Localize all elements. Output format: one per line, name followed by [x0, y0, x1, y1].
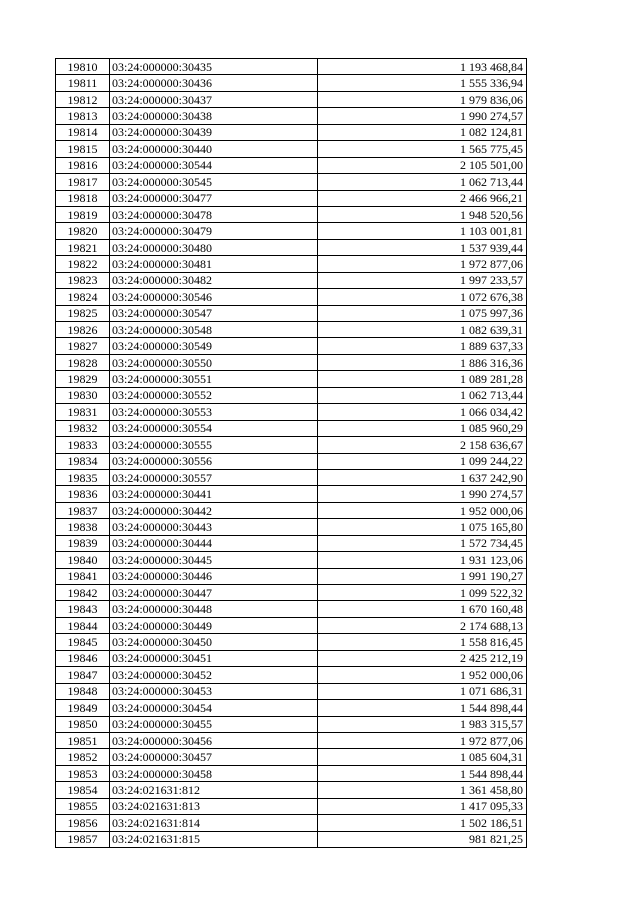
table-row: [56, 469, 527, 485]
cadastral-value-cell: 1 082 124,81: [318, 124, 527, 140]
table-row: [56, 765, 527, 781]
table-row: [56, 371, 527, 387]
table-row: [56, 157, 527, 173]
cadastral-number-cell: 03:24:000000:30544: [110, 157, 318, 173]
cadastral-value-cell: 1 572 734,45: [318, 535, 527, 551]
cadastral-value-cell: 1 997 233,57: [318, 272, 527, 288]
cadastral-value-cell: 1 544 898,44: [318, 765, 527, 781]
row-number-cell: 19827: [56, 338, 110, 354]
cadastral-number-cell: 03:24:000000:30437: [110, 91, 318, 107]
row-number-cell: 19843: [56, 601, 110, 617]
table-row: [56, 256, 527, 272]
table-row: [56, 420, 527, 436]
cadastral-value-cell: 1 071 686,31: [318, 683, 527, 699]
cadastral-number-cell: 03:24:000000:30445: [110, 552, 318, 568]
cadastral-value-cell: 1 103 001,81: [318, 223, 527, 239]
row-number-cell: 19834: [56, 453, 110, 469]
cadastral-number-cell: 03:24:021631:812: [110, 782, 318, 798]
row-number-cell: 19828: [56, 354, 110, 370]
row-number-cell: 19830: [56, 387, 110, 403]
table-row: [56, 174, 527, 190]
cadastral-number-cell: 03:24:000000:30457: [110, 749, 318, 765]
row-number-cell: 19850: [56, 716, 110, 732]
cadastral-value-cell: 1 502 186,51: [318, 815, 527, 831]
row-number-cell: 19847: [56, 667, 110, 683]
row-number-cell: 19840: [56, 552, 110, 568]
row-number-cell: 19855: [56, 798, 110, 814]
cadastral-number-cell: 03:24:000000:30557: [110, 469, 318, 485]
cadastral-number-cell: 03:24:000000:30440: [110, 141, 318, 157]
row-number-cell: 19816: [56, 157, 110, 173]
cadastral-value-cell: 1 085 604,31: [318, 749, 527, 765]
cadastral-number-cell: 03:24:021631:813: [110, 798, 318, 814]
row-number-cell: 19845: [56, 634, 110, 650]
cadastral-number-cell: 03:24:000000:30553: [110, 404, 318, 420]
cadastral-value-cell: 1 990 274,57: [318, 486, 527, 502]
row-number-cell: 19856: [56, 815, 110, 831]
row-number-cell: 19842: [56, 585, 110, 601]
cadastral-value-cell: 1 931 123,06: [318, 552, 527, 568]
table-row: [56, 732, 527, 748]
row-number-cell: 19817: [56, 174, 110, 190]
cadastral-number-cell: 03:24:000000:30453: [110, 683, 318, 699]
cadastral-value-cell: 2 158 636,67: [318, 437, 527, 453]
table-row: [56, 289, 527, 305]
cadastral-number-cell: 03:24:021631:814: [110, 815, 318, 831]
cadastral-number-cell: 03:24:000000:30438: [110, 108, 318, 124]
cadastral-value-cell: 1 670 160,48: [318, 601, 527, 617]
cadastral-number-cell: 03:24:000000:30452: [110, 667, 318, 683]
row-number-cell: 19857: [56, 831, 110, 847]
table-row: [56, 486, 527, 502]
row-number-cell: 19819: [56, 206, 110, 222]
cadastral-number-cell: 03:24:021631:815: [110, 831, 318, 847]
row-number-cell: 19821: [56, 239, 110, 255]
cadastral-value-cell: 1 417 095,33: [318, 798, 527, 814]
table-row: [56, 650, 527, 666]
row-number-cell: 19820: [56, 223, 110, 239]
cadastral-number-cell: 03:24:000000:30477: [110, 190, 318, 206]
row-number-cell: 19838: [56, 519, 110, 535]
table-row: [56, 91, 527, 107]
cadastral-number-cell: 03:24:000000:30482: [110, 272, 318, 288]
row-number-cell: 19854: [56, 782, 110, 798]
cadastral-value-cell: 1 972 877,06: [318, 256, 527, 272]
table-row: [56, 519, 527, 535]
cadastral-value-cell: 1 072 676,38: [318, 289, 527, 305]
row-number-cell: 19829: [56, 371, 110, 387]
row-number-cell: 19814: [56, 124, 110, 140]
table-row: [56, 535, 527, 551]
table-row: [56, 108, 527, 124]
row-number-cell: 19811: [56, 75, 110, 91]
cadastral-number-cell: 03:24:000000:30554: [110, 420, 318, 436]
table-row: [56, 272, 527, 288]
cadastral-number-cell: 03:24:000000:30551: [110, 371, 318, 387]
cadastral-number-cell: 03:24:000000:30480: [110, 239, 318, 255]
table-row: [56, 75, 527, 91]
row-number-cell: 19825: [56, 305, 110, 321]
cadastral-number-cell: 03:24:000000:30441: [110, 486, 318, 502]
table-row: [56, 634, 527, 650]
table-row: [56, 831, 527, 847]
table-row: [56, 749, 527, 765]
table-row: [56, 239, 527, 255]
cadastral-number-cell: 03:24:000000:30458: [110, 765, 318, 781]
cadastral-number-cell: 03:24:000000:30447: [110, 585, 318, 601]
table-row: [56, 667, 527, 683]
cadastral-number-cell: 03:24:000000:30444: [110, 535, 318, 551]
row-number-cell: 19826: [56, 322, 110, 338]
cadastral-number-cell: 03:24:000000:30435: [110, 59, 318, 75]
cadastral-value-cell: 1 886 316,36: [318, 354, 527, 370]
cadastral-value-cell: 2 105 501,00: [318, 157, 527, 173]
cadastral-value-cell: 2 174 688,13: [318, 617, 527, 633]
table-row: [56, 387, 527, 403]
table-row: [56, 585, 527, 601]
cadastral-value-cell: 1 066 034,42: [318, 404, 527, 420]
cadastral-value-cell: 2 425 212,19: [318, 650, 527, 666]
cadastral-value-cell: 1 565 775,45: [318, 141, 527, 157]
cadastral-value-cell: 1 075 165,80: [318, 519, 527, 535]
cadastral-value-cell: 1 991 190,27: [318, 568, 527, 584]
table-row: [56, 502, 527, 518]
cadastral-value-table: [55, 58, 527, 848]
cadastral-value-cell: 1 089 281,28: [318, 371, 527, 387]
table-row: [56, 437, 527, 453]
cadastral-number-cell: 03:24:000000:30443: [110, 519, 318, 535]
cadastral-number-cell: 03:24:000000:30478: [110, 206, 318, 222]
cadastral-number-cell: 03:24:000000:30448: [110, 601, 318, 617]
cadastral-value-cell: 2 466 966,21: [318, 190, 527, 206]
row-number-cell: 19818: [56, 190, 110, 206]
row-number-cell: 19849: [56, 700, 110, 716]
table-row: [56, 338, 527, 354]
table-body: [56, 59, 527, 848]
table-row: [56, 798, 527, 814]
table-row: [56, 552, 527, 568]
table-row: [56, 59, 527, 75]
table-row: [56, 223, 527, 239]
cadastral-value-cell: 1 990 274,57: [318, 108, 527, 124]
cadastral-value-cell: 1 082 639,31: [318, 322, 527, 338]
table-row: [56, 141, 527, 157]
cadastral-value-cell: 1 361 458,80: [318, 782, 527, 798]
row-number-cell: 19832: [56, 420, 110, 436]
cadastral-value-cell: 1 972 877,06: [318, 732, 527, 748]
row-number-cell: 19836: [56, 486, 110, 502]
table-row: [56, 716, 527, 732]
cadastral-number-cell: 03:24:000000:30545: [110, 174, 318, 190]
row-number-cell: 19824: [56, 289, 110, 305]
row-number-cell: 19823: [56, 272, 110, 288]
cadastral-number-cell: 03:24:000000:30454: [110, 700, 318, 716]
cadastral-number-cell: 03:24:000000:30456: [110, 732, 318, 748]
cadastral-number-cell: 03:24:000000:30446: [110, 568, 318, 584]
table-row: [56, 206, 527, 222]
cadastral-number-cell: 03:24:000000:30549: [110, 338, 318, 354]
cadastral-value-cell: 1 193 468,84: [318, 59, 527, 75]
cadastral-value-cell: 1 099 522,32: [318, 585, 527, 601]
cadastral-value-cell: 1 952 000,06: [318, 667, 527, 683]
row-number-cell: 19841: [56, 568, 110, 584]
cadastral-value-cell: 1 952 000,06: [318, 502, 527, 518]
cadastral-number-cell: 03:24:000000:30451: [110, 650, 318, 666]
cadastral-value-cell: 1 062 713,44: [318, 174, 527, 190]
cadastral-number-cell: 03:24:000000:30548: [110, 322, 318, 338]
cadastral-value-cell: 1 983 315,57: [318, 716, 527, 732]
cadastral-number-cell: 03:24:000000:30455: [110, 716, 318, 732]
cadastral-number-cell: 03:24:000000:30550: [110, 354, 318, 370]
row-number-cell: 19813: [56, 108, 110, 124]
row-number-cell: 19844: [56, 617, 110, 633]
cadastral-number-cell: 03:24:000000:30449: [110, 617, 318, 633]
cadastral-number-cell: 03:24:000000:30450: [110, 634, 318, 650]
cadastral-number-cell: 03:24:000000:30479: [110, 223, 318, 239]
cadastral-value-cell: 981 821,25: [318, 831, 527, 847]
table-row: [56, 683, 527, 699]
table-row: [56, 453, 527, 469]
row-number-cell: 19852: [56, 749, 110, 765]
cadastral-number-cell: 03:24:000000:30439: [110, 124, 318, 140]
cadastral-value-cell: 1 889 637,33: [318, 338, 527, 354]
table-row: [56, 700, 527, 716]
cadastral-value-cell: 1 948 520,56: [318, 206, 527, 222]
table-row: [56, 815, 527, 831]
cadastral-value-cell: 1 555 336,94: [318, 75, 527, 91]
cadastral-number-cell: 03:24:000000:30442: [110, 502, 318, 518]
cadastral-number-cell: 03:24:000000:30546: [110, 289, 318, 305]
cadastral-value-cell: 1 075 997,36: [318, 305, 527, 321]
row-number-cell: 19822: [56, 256, 110, 272]
row-number-cell: 19812: [56, 91, 110, 107]
row-number-cell: 19851: [56, 732, 110, 748]
row-number-cell: 19810: [56, 59, 110, 75]
row-number-cell: 19853: [56, 765, 110, 781]
cadastral-number-cell: 03:24:000000:30556: [110, 453, 318, 469]
table-row: [56, 190, 527, 206]
table-row: [56, 322, 527, 338]
table-row: [56, 617, 527, 633]
row-number-cell: 19837: [56, 502, 110, 518]
table-row: [56, 404, 527, 420]
row-number-cell: 19846: [56, 650, 110, 666]
cadastral-value-cell: 1 099 244,22: [318, 453, 527, 469]
row-number-cell: 19835: [56, 469, 110, 485]
row-number-cell: 19831: [56, 404, 110, 420]
table-row: [56, 354, 527, 370]
cadastral-value-cell: 1 637 242,90: [318, 469, 527, 485]
cadastral-number-cell: 03:24:000000:30436: [110, 75, 318, 91]
cadastral-number-cell: 03:24:000000:30481: [110, 256, 318, 272]
table-row: [56, 305, 527, 321]
row-number-cell: 19848: [56, 683, 110, 699]
cadastral-number-cell: 03:24:000000:30547: [110, 305, 318, 321]
cadastral-value-cell: 1 537 939,44: [318, 239, 527, 255]
table-row: [56, 601, 527, 617]
cadastral-value-cell: 1 544 898,44: [318, 700, 527, 716]
table-row: [56, 568, 527, 584]
row-number-cell: 19839: [56, 535, 110, 551]
cadastral-number-cell: 03:24:000000:30552: [110, 387, 318, 403]
table-row: [56, 782, 527, 798]
cadastral-number-cell: 03:24:000000:30555: [110, 437, 318, 453]
cadastral-value-cell: 1 085 960,29: [318, 420, 527, 436]
table-row: [56, 124, 527, 140]
row-number-cell: 19815: [56, 141, 110, 157]
cadastral-value-cell: 1 062 713,44: [318, 387, 527, 403]
cadastral-value-cell: 1 558 816,45: [318, 634, 527, 650]
row-number-cell: 19833: [56, 437, 110, 453]
cadastral-value-cell: 1 979 836,06: [318, 91, 527, 107]
